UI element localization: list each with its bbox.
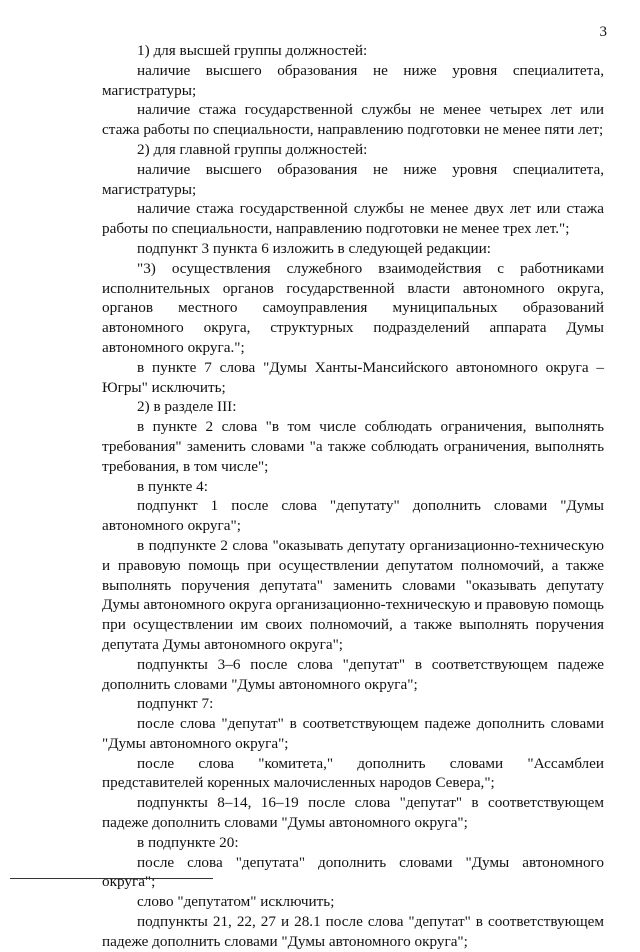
paragraph: в пункте 7 слова "Думы Ханты-Мансийского автономного округа – Югры" исключить; [102,358,604,396]
document-body [102,41,604,952]
paragraph: подпункт 7: [137,695,214,713]
page-number: 3 [599,24,607,40]
paragraph: подпункты 3–6 после слова "депутат" в соответствующем падеже дополнить словами "Думы автономного округа"; [102,655,604,693]
paragraph: подпункт 3 пункта 6 изложить в следующей редакции: [137,239,491,257]
paragraph: после слова "депутата" дополнить словами "Думы автономного округа"; [102,853,604,891]
paragraph: подпункты 21, 22, 27 и 28.1 после слова "депутат" в соответствующем падеже дополнить словами "Думы автономного округа"; [102,913,604,950]
paragraph: слово "депутатом" исключить; [137,893,335,911]
paragraph: в пункте 4: [137,477,208,495]
paragraph: наличие стажа государственной службы не менее четырех лет или стажа работы по специальности, направлению подготовки не менее пяти лет; [102,101,604,139]
paragraph: наличие высшего образования не ниже уровня специалитета, магистратуры; [102,61,604,99]
paragraph: 2) для главной группы должностей: [137,140,368,158]
paragraph: 1) для высшей группы должностей: [137,42,368,59]
paragraph: 2) в разделе III: [137,398,237,416]
footnote-separator-line [10,878,213,879]
paragraph: "3) осуществления служебного взаимодействия с работниками исполнительных органов государственной власти автономного округа, органов местного самоуправления муниципальных образований автономного округа, структурных подразделений аппарата Думы автономного округа."; [102,259,604,356]
paragraph: в подпункте 2 слова "оказывать депутату организационно-техническую и правовую помощь при осуществлении депутатом полномочий, а также выполнять поручения депутата" заменить словами "оказывать депутату Думы автономного округа организационно-техническую и правовую помощь при осуществлении им своих полномочий, а также выполнять поручения депутата Думы автономного округа"; [102,536,604,653]
paragraph: наличие стажа государственной службы не менее двух лет или стажа работы по специальности, направлению подготовки не менее трех лет."; [102,200,604,238]
paragraph: наличие высшего образования не ниже уровня специалитета, магистратуры; [102,160,604,198]
paragraph: подпункт 1 после слова "депутату" дополнить словами "Думы автономного округа"; [102,497,604,535]
paragraph: подпункты 8–14, 16–19 после слова "депутат" в соответствующем падеже дополнить словами "Думы автономного округа"; [102,794,604,832]
paragraph: в пункте 2 слова "в том числе соблюдать ограничения, выполнять требования" заменить словами "а также соблюдать ограничения, выполнять требования, в том числе"; [102,418,604,475]
paragraph: после слова "комитета," дополнить словами "Ассамблеи представителей коренных малочисленных народов Севера,"; [102,754,604,792]
paragraph: в подпункте 20: [137,833,239,851]
paragraph: после слова "депутат" в соответствующем падеже дополнить словами "Думы автономного округа"; [102,715,604,752]
